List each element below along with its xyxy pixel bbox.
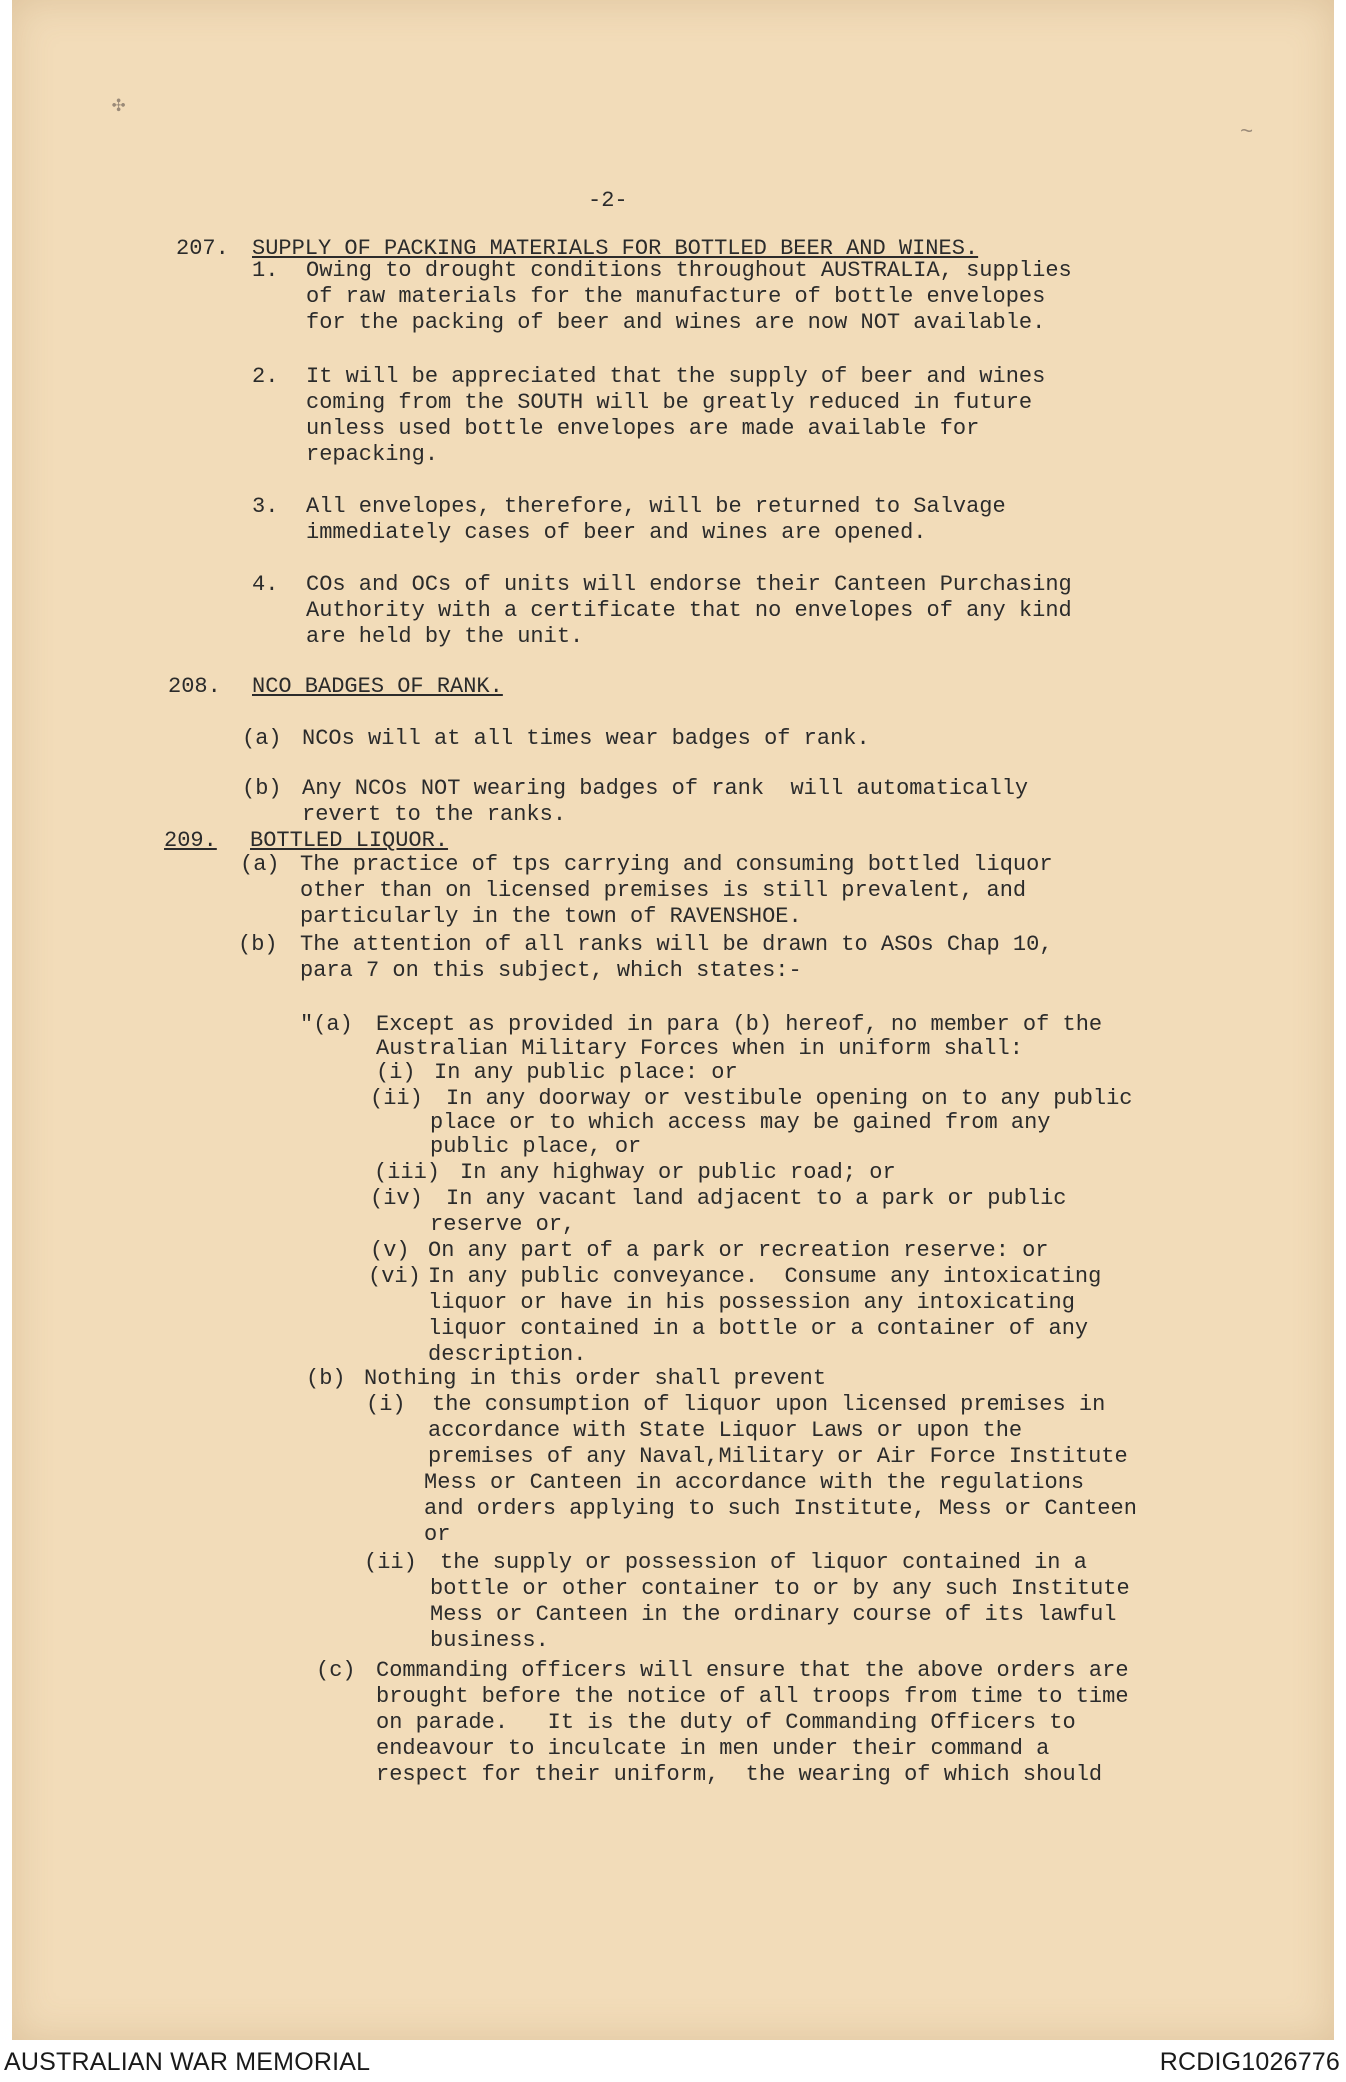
section-209-number: 209.	[164, 828, 217, 853]
quote-c-line: endeavour to inculcate in men under their command a	[376, 1736, 1050, 1761]
section-207-heading: SUPPLY OF PACKING MATERIALS FOR BOTTLED BEER AND WINES.	[252, 236, 979, 261]
section-208-para-b-line: Any NCOs NOT wearing badges of rank will automatically	[302, 776, 1029, 801]
section-209-para-a-line: The practice of tps carrying and consuming bottled liquor	[300, 852, 1053, 877]
quote-b-item-line: accordance with State Liquor Laws or upon the	[428, 1418, 1023, 1443]
section-209-para-a-line: other than on licensed premises is still prevalent, and	[300, 878, 1027, 903]
section-207-para-2-line: repacking.	[306, 442, 439, 467]
section-208-para-a-number: (a)	[242, 726, 282, 751]
section-209-para-a-number: (a)	[240, 852, 280, 877]
quote-c-line: respect for their uniform, the wearing of which should	[376, 1762, 1103, 1787]
quote-a-item-line: In any public place: or	[434, 1060, 738, 1085]
quote-b-item-line: Mess or Canteen in the ordinary course of its lawful	[430, 1602, 1117, 1627]
section-207-para-4-line: Authority with a certificate that no envelopes of any kind	[306, 598, 1072, 623]
quote-b-item-line: Mess or Canteen in accordance with the regulations	[424, 1470, 1085, 1495]
section-207-para-3-number: 3.	[252, 494, 279, 519]
section-207-para-4-line: COs and OCs of units will endorse their Canteen Purchasing	[306, 572, 1072, 597]
quote-a-label: "(a)	[300, 1012, 353, 1037]
quote-a-item-line: reserve or,	[430, 1212, 576, 1237]
quote-a-item-number: (ii)	[370, 1086, 423, 1111]
quote-b-item-line: and orders applying to such Institute, Mess or Canteen	[424, 1496, 1137, 1521]
footer-archive-name: AUSTRALIAN WAR MEMORIAL	[4, 2048, 371, 2076]
section-209-para-b-line: para 7 on this subject, which states:-	[300, 958, 802, 983]
section-209-para-b-number: (b)	[238, 932, 278, 957]
quote-a-item-line: description.	[428, 1342, 587, 1367]
quote-a-item-line: liquor or have in his possession any intoxicating	[428, 1290, 1075, 1315]
quote-a-item-line: On any part of a park or recreation reserve: or	[428, 1238, 1049, 1263]
section-207-para-1-line: of raw materials for the manufacture of bottle envelopes	[306, 284, 1046, 309]
quote-b-label: (b)	[306, 1366, 346, 1391]
quote-b-item-line: business.	[430, 1628, 549, 1653]
section-207-para-2-line: coming from the SOUTH will be greatly reduced in future	[306, 390, 1033, 415]
quote-a-item-line: In any doorway or vestibule opening on to any public	[446, 1086, 1133, 1111]
section-208-para-b-line: revert to the ranks.	[302, 802, 567, 827]
quote-a-item-line: place or to which access may be gained from any	[430, 1110, 1051, 1135]
quote-b-line: Nothing in this order shall prevent	[364, 1366, 827, 1391]
section-207-para-1-number: 1.	[252, 258, 279, 283]
section-207-para-2-line: It will be appreciated that the supply of beer and wines	[306, 364, 1046, 389]
page-number: -2-	[588, 188, 628, 213]
section-207-number: 207.	[176, 236, 229, 261]
quote-b-item-line: the consumption of liquor upon licensed premises in	[432, 1392, 1106, 1417]
quote-a-item-number: (iii)	[374, 1160, 441, 1185]
quote-b-item-number: (i)	[366, 1392, 406, 1417]
section-209-para-a-line: particularly in the town of RAVENSHOE.	[300, 904, 802, 929]
section-208-para-b-number: (b)	[242, 776, 282, 801]
quote-a-item-number: (i)	[376, 1060, 416, 1085]
section-207-para-1-line: Owing to drought conditions throughout AUSTRALIA, supplies	[306, 258, 1072, 283]
section-207-para-2-line: unless used bottle envelopes are made available for	[306, 416, 980, 441]
section-209-heading: BOTTLED LIQUOR.	[250, 828, 449, 853]
quote-c-line: on parade. It is the duty of Commanding Officers to	[376, 1710, 1076, 1735]
quote-a-item-number: (vi)	[368, 1264, 421, 1289]
footer-record-id: RCDIG1026776	[1159, 2048, 1340, 2076]
section-207-para-3-line: immediately cases of beer and wines are opened.	[306, 520, 927, 545]
quote-b-item-line: or	[424, 1522, 451, 1547]
quote-a-item-line: In any public conveyance. Consume any intoxicating	[428, 1264, 1102, 1289]
quote-b-item-line: premises of any Naval,Military or Air Force Institute	[428, 1444, 1128, 1469]
section-207-para-2-number: 2.	[252, 364, 279, 389]
section-208-number: 208.	[168, 674, 221, 699]
quote-b-item-number: (ii)	[364, 1550, 417, 1575]
section-209-para-b-line: The attention of all ranks will be drawn to ASOs Chap 10,	[300, 932, 1053, 957]
section-207-para-1-line: for the packing of beer and wines are now NOT available.	[306, 310, 1046, 335]
quote-a-line: Except as provided in para (b) hereof, no member of the	[376, 1012, 1103, 1037]
quote-c-line: Commanding officers will ensure that the above orders are	[376, 1658, 1129, 1683]
paper-edge-mark: ~	[1240, 120, 1254, 145]
quote-b-item-line: bottle or other container to or by any such Institute	[430, 1576, 1130, 1601]
quote-a-item-number: (v)	[370, 1238, 410, 1263]
quote-a-line: Australian Military Forces when in uniform shall:	[376, 1036, 1023, 1061]
quote-a-item-line: In any highway or public road; or	[460, 1160, 896, 1185]
quote-a-item-line: In any vacant land adjacent to a park or public	[446, 1186, 1067, 1211]
section-207-para-4-line: are held by the unit.	[306, 624, 584, 649]
quote-a-item-line: public place, or	[430, 1134, 642, 1159]
paper-stain-mark: ✣	[112, 93, 126, 118]
section-208-para-a-line: NCOs will at all times wear badges of rank.	[302, 726, 870, 751]
section-208-heading: NCO BADGES OF RANK.	[252, 674, 503, 699]
quote-a-item-number: (iv)	[370, 1186, 423, 1211]
quote-b-item-line: the supply or possession of liquor contained in a	[440, 1550, 1087, 1575]
quote-c-label: (c)	[316, 1658, 356, 1683]
quote-c-line: brought before the notice of all troops from time to time	[376, 1684, 1129, 1709]
quote-a-item-line: liquor contained in a bottle or a container of any	[428, 1316, 1089, 1341]
section-207-para-3-line: All envelopes, therefore, will be returned to Salvage	[306, 494, 1006, 519]
section-207-para-4-number: 4.	[252, 572, 279, 597]
